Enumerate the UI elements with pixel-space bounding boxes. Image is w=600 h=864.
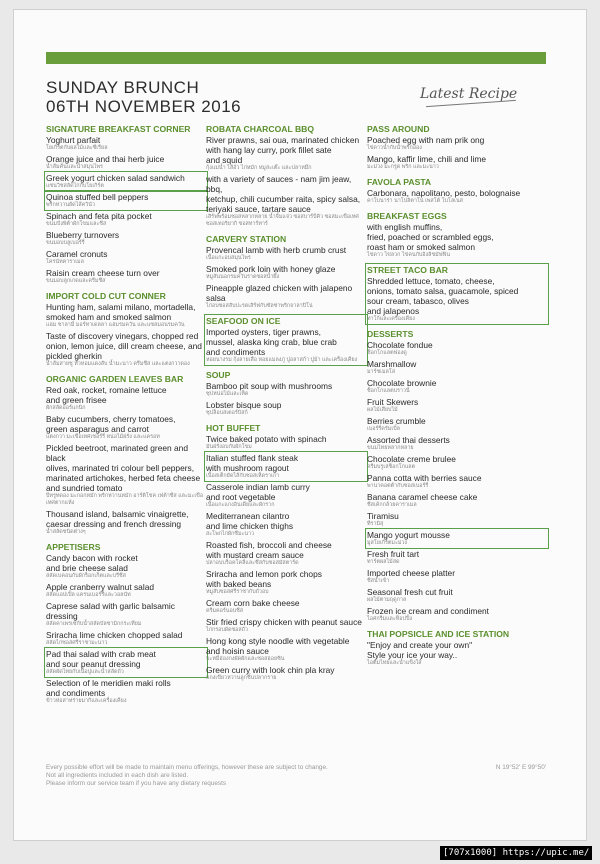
menu-item-name: Sriracha and lemon pork chops with baked beans [206,569,322,589]
menu-section [367,329,547,623]
menu-item-name: Assorted thai desserts [367,435,450,445]
menu-item [367,378,547,395]
menu-item-name: Casserole indian lamb curry and root vegetable [206,482,310,502]
menu-item [367,473,547,490]
menu-item-name: Bamboo pit soup with mushrooms [206,381,333,391]
menu-item-name: Shredded lettuce, tomato, cheese, onions, tomato salsa, guacamole, spiced sour cream, tabasco, olives and jalapenos [367,276,519,316]
menu-item-name: Panna cotta with berries sauce [367,473,482,483]
menu-item-thai: สลัดไก่ซอสศรีราชามะนาว [46,640,108,646]
menu-item-name: Taste of discovery vinegars, chopped red onion, lemon juice, dill cream cheese, and pickled gherkin [46,331,202,361]
section-heading: FAVOLA PASTA [367,177,432,187]
footer-note [46,764,546,788]
menu-item [46,553,206,580]
menu-item [46,154,206,171]
menu-item-thai: ขนมอบบลูเบอร์รี่ [46,240,85,246]
menu-item [367,359,547,376]
menu-item-name: Pineapple glazed chicken with jalapeno salsa [206,283,353,303]
section-heading: ROBATA CHARCOAL BBQ [206,124,315,134]
upic-watermark[interactable]: [707x1000] https://upic.me/ [440,846,592,860]
footer-line1: Every possible effort will be made to maintain menu offerings, however these are subject to change. [46,764,328,771]
menu-item-name: Quinoa stuffed bell peppers [46,192,149,202]
menu-item-thai: โครนัทคาราเมล [46,259,84,265]
menu-item [206,400,366,417]
menu-item-thai: หอยนางรม กุ้งลายเสือ หอยแมลงภู่ ปูอลาสก้า ปูม้า และเครื่องเคียง [206,357,358,363]
menu-item [367,492,547,509]
menu-item-thai: สลัดผัดไทยกับเนื้อปูและน้ำสลัดถั่ว [46,669,124,675]
menu-item-thai: น้ำส้มคั้นและน้ำสมุนไพร [46,164,103,170]
menu-item-name: Sriracha lime chicken chopped salad [46,630,183,640]
menu-item-name: Spinach and feta pita pocket [46,211,152,221]
menu-item-name: Twice baked potato with spinach [206,434,327,444]
menu-item [206,381,366,398]
menu-item-name: Raisin cream cheese turn over [46,268,160,278]
section-heading: SOUP [206,370,231,380]
menu-item [46,135,206,152]
menu-item [206,327,366,364]
menu-item-thai: ไอศกรีมและท็อปปิ้ง [367,616,413,622]
menu-item-name: Carbonara, napolitano, pesto, bolognaise [367,188,521,198]
menu-item [46,443,206,507]
menu-item [46,582,206,599]
latest-recipe-logo: Latest Recipe [420,86,518,102]
menu-item [46,173,206,190]
menu-item [46,230,206,247]
menu-item-name: Italian stuffed flank steak with mushroom ragout [206,453,299,473]
menu-item-name: Blueberry turnovers [46,230,120,240]
menu-item [46,414,206,441]
header-bar [46,52,546,64]
menu-item-thai: เสิร์ฟพร้อมซอสหลากหลาย น้ำจิ้มแจ่ว ซอสบาร์บีคิว ซอสมะเขือเทศ ซอสเทอริยากิ ซอสทาร์ทาร์ [206,214,359,227]
menu-item-name: Chocolate fondue [367,340,433,350]
menu-item [367,222,547,259]
menu-item [206,135,366,172]
menu-item [46,649,206,676]
menu-item [206,617,366,634]
menu-item [46,268,206,285]
menu-item-thai: ผลไม้เสียบไม้ [367,407,398,413]
menu-item [367,606,547,623]
menu-item-name: Thousand island, balsamic vinaigrette, caesar dressing and french dressing [46,509,189,529]
menu-item-name: Cream corn bake cheese [206,598,300,608]
menu-item [367,340,547,357]
menu-item [46,331,206,368]
menu-item-thai: ผักสลัดออร์แกนิก [46,405,86,411]
menu-item-thai: ข้าวห่อสาหร่ายมากิและเครื่องเคียง [46,698,127,704]
menu-item-thai: น้ำสลัดชนิดต่างๆ [46,529,86,535]
menu-item-thai: เนื้อแกะอบสมุนไพร [206,255,251,261]
coordinates: N 19°52' E 99°50' [495,764,546,771]
menu-column-1 [46,124,206,711]
menu-item-thai: ทาร์ตผลไม้สด [367,559,400,565]
menu-item [367,154,547,171]
menu-item-thai: ช็อกโกแลตบราวนี่ [367,388,410,394]
menu-item-name: Frozen ice cream and condiment [367,606,489,616]
menu-item [206,540,366,567]
menu-item-thai: น้ำส้มสายชู หัวหอมแดงสับ น้ำมะนาว ครีมชีส และแตงกวาดอง [46,361,190,367]
menu-item-name: Fruit Skewers [367,397,419,407]
menu-item-thai: ปลาอบบร็อคโคลี่และชีสกับซอสมัสตาร์ด [206,560,299,566]
section-heading: IMPORT COLD CUT CONNER [46,291,166,301]
menu-item [367,188,547,205]
menu-item-name: Marshmallow [367,359,417,369]
menu-item [206,174,366,228]
menu-item-name: Mango, kaffir lime, chili and lime [367,154,487,164]
menu-section [367,265,547,323]
menu-item-name: Imported oysters, tiger prawns, mussel, alaska king crab, blue crab and condiments [206,327,337,357]
menu-item-thai: ไก่กรอบผัดซอสถั่ว [206,627,248,633]
menu-section [206,316,366,364]
menu-item-name: Chocolate creme brulee [367,454,456,464]
menu-item-thai: ชีสนำเข้า [367,578,390,584]
menu-item-thai: สลัดคาเพรเซ่กับน้ำสลัดบัลซามิกกระเทียม [46,621,142,627]
menu-section [46,124,206,285]
menu-item [367,276,547,323]
footer-line2: Not all ingredients included in each dish are listed. [46,772,189,779]
menu-item-name: Red oak, rocket, romaine lettuce and green frisee [46,385,167,405]
menu-item [367,530,547,547]
menu-item [367,435,547,452]
menu-item-thai: สลัดเบคอนกับผักร็อกเก็ตและบรีชีส [46,573,126,579]
menu-item-thai: หมูสันนอกรมควันราดซอสน้ำผึ้ง [206,274,280,280]
menu-item [206,245,366,262]
menu-item-name: Smoked pork loin with honey glaze [206,264,336,274]
section-heading: CARVERY STATION [206,234,287,244]
menu-item-name: Baby cucumbers, cherry tomatoes, green asparagus and carrot [46,414,176,434]
menu-item-thai: ขนมปังพิต้าผักโขมและชีส [46,221,107,227]
menu-item [46,509,206,536]
menu-column-3 [367,124,547,673]
menu-item-name: Greek yogurt chicken salad sandwich [46,173,185,183]
menu-item [206,453,366,480]
menu-item [367,511,547,528]
menu-item-thai: ครีมคอร์นอบชีส [206,608,244,614]
menu-item-name: Hunting ham, salami milano, mortadella, smoked ham and smoked salmon [46,302,196,322]
menu-item-name: Mediterranean cilantro and lime chicken thighs [206,511,294,531]
menu-item-thai: ไก่อบซอสสับปะรดเสิร์ฟกับซัลซ่าพริกจาลาปิโน่ [206,303,313,309]
menu-item [206,665,366,682]
menu-item [367,587,547,604]
menu-item-name: Candy bacon with rocket and brie cheese salad [46,553,138,573]
menu-item [46,385,206,412]
section-heading: BREAKFAST EGGS [367,211,447,221]
menu-section [46,542,206,705]
menu-item-name: Roasted fish, broccoli and cheese with mustard cream sauce [206,540,332,560]
menu-item-thai: หมูสับซอสศรีราชากับถั่วอบ [206,589,269,595]
menu-item-thai: ทีรามิสุ [367,521,384,527]
menu-item-name: "Enjoy and create your own" Style your ice your way.. [367,640,473,660]
section-heading: SIGNATURE BREAKFAST CORNER [46,124,191,134]
menu-item-name: Imported cheese platter [367,568,455,578]
menu-item-name: Mango yogurt mousse [367,530,450,540]
menu-section [367,177,547,205]
menu-item-name: Caprese salad with garlic balsamic dressing [46,601,175,621]
menu-item-name: with a variety of sauces - nam jim jeaw, bbq, ketchup, chili cucumber raita, spicy salsa, teriyaki sauce, tartare sauce [206,174,361,214]
menu-item [46,678,206,705]
menu-item-name: Hong kong style noodle with vegetable and hoisin sauce [206,636,350,656]
menu-item [46,630,206,647]
menu-item-thai: แฮม ซาลามี่ มอร์ทาเดลลา แฮมรมควัน และแซลมอนรมควัน [46,322,185,328]
menu-item [367,568,547,585]
menu-item-name: Caramel cronuts [46,249,108,259]
menu-item-thai: กุ้งแม่น้ำ ไส้อั่ว ไก่หมัก หมูสะเต๊ะ และปลาหมึก [206,165,312,171]
menu-item [206,511,366,538]
menu-item [367,454,547,471]
menu-item [46,601,206,628]
menu-item-name: Pad thai salad with crab meat and sour peanut dressing [46,649,156,669]
menu-item [206,598,366,615]
menu-item-thai: บะหมี่ฮ่องกงผัดผักและซอสฮอยซิน [206,656,285,662]
menu-item-name: Pickled beetroot, marinated green and black olives, marinated tri colour bell peppers, marinated artichokes, herbed feta cheese and sundried tomato [46,443,201,493]
menu-section [367,629,547,667]
menu-item-thai: พานาคอตต้ากับซอสเบอร์รี่ [367,483,429,489]
menu-item-thai: ชีสเค้กกล้วยคาราเมล [367,502,417,508]
menu-item [367,416,547,433]
menu-section [206,370,366,417]
menu-item-name: Poached egg with nam prik ong [367,135,485,145]
menu-item [367,397,547,414]
menu-item-name: Fresh fruit tart [367,549,420,559]
section-heading: ORGANIC GARDEN LEAVES BAR [46,374,184,384]
menu-item-name: Lobster bisque soup [206,400,282,410]
menu-item-name: Apple cranberry walnut salad [46,582,155,592]
menu-item-thai: ไอติมไทยและน้ำแข็งใส [367,660,422,666]
section-heading: STREET TACO BAR [367,265,449,275]
menu-item-thai: ซุปล็อบสเตอร์บิสก์ [206,410,248,416]
menu-section [206,423,366,682]
menu-item-thai: เนื้อสเต็กยัดไส้กับซอสเห็ดราเกา [206,473,280,479]
menu-item-name: with english muffins, fried, poached or scrambled eggs, roast ham or smoked salmon [367,222,494,252]
menu-item-name: Chocolate brownie [367,378,437,388]
menu-item-name: Orange juice and thai herb juice [46,154,165,164]
menu-item-thai: ขนมอบลูกเกดและครีมชีส [46,278,106,284]
section-heading: THAI POPSICLE AND ICE STATION [367,629,510,639]
menu-section [46,374,206,536]
menu-section [206,234,366,310]
menu-item-thai: แตงกวา มะเขือเทศเชอร์รี่ หน่อไม้ฝรั่ง และแครอท [46,434,160,440]
section-heading: DESSERTS [367,329,414,339]
menu-item-thai: คาโบนาร่า นาโปลิตาโน่ เพสโต้ โบโลเนส [367,198,463,204]
menu-item-thai: มันฝรั่งอบกับผักโขม [206,444,252,450]
menu-section [206,124,366,228]
menu-section [46,291,206,368]
menu-item-name: River prawns, sai oua, marinated chicken with hang lay curry, pork fillet sate and squid [206,135,360,165]
menu-item-name: Seasonal fresh cut fruit [367,587,453,597]
menu-item-thai: แซนวิชสลัดไก่กับโยเกิร์ต [46,183,104,189]
title-line2: 06TH NOVEMBER 2016 [46,97,242,116]
menu-section [367,211,547,259]
menu-item-thai: พริกหวานยัดไส้ควินัว [46,202,96,208]
menu-item-thai: ไข่ดาวน้ำกับน้ำพริกอ่อง [367,145,422,151]
menu-item-thai: ขนมไทยหลากหลาย [367,445,414,451]
menu-item-thai: เบอร์รี่ครัมเบิ้ล [367,426,400,432]
menu-item-name: Stir fried crispy chicken with peanut sauce [206,617,362,627]
section-heading: APPETISERS [46,542,101,552]
menu-item [367,135,547,152]
menu-item-name: Berries crumble [367,416,426,426]
menu-item-name: Banana caramel cheese cake [367,492,478,502]
menu-item-thai: มะม่วง มะกรูด พริก และมะนาว [367,164,439,170]
menu-item [206,264,366,281]
section-heading: PASS AROUND [367,124,430,134]
menu-item [206,283,366,310]
section-heading: HOT BUFFET [206,423,261,433]
menu-item [46,302,206,329]
menu-item-thai: มูสโยเกิร์ตมะม่วง [367,540,408,546]
menu-item [206,636,366,663]
menu-item-thai: เนื้อแกะแกงอินเดียและผักราก [206,502,275,508]
footer-line3: Please inform our service team if you have any dietary requests [46,780,227,787]
menu-item-thai: ช็อกโกแลตฟองดู [367,350,407,356]
menu-item-name: Green curry with look chin pla kray [206,665,335,675]
page-title [46,78,241,116]
menu-item [206,482,366,509]
menu-item [367,640,547,667]
menu-item [206,434,366,451]
menu-item-name: Provencal lamb with herb crumb crust [206,245,347,255]
menu-item-thai: ซุปหน่อไม้และเห็ด [206,391,249,397]
menu-item-thai: สลัดแอปเปิ้ล แครนเบอร์รี่และวอลนัท [46,592,131,598]
section-heading: SEAFOOD ON ICE [206,316,281,326]
menu-item [206,569,366,596]
menu-item [46,211,206,228]
menu-item-thai: แกงเขียวหวานลูกชิ้นปลากราย [206,675,277,681]
menu-item-thai: มาร์ชเมลโล่ [367,369,396,375]
menu-section [367,124,547,171]
menu-item-thai: บีทรูทดอง มะกอกหมัก พริกหวานหมัก อาร์ติโชค เฟต้าชีส และมะเขือเทศตากแห้ง [46,493,204,506]
menu-item-thai: โยเกิร์ตกับผลไม้และซีเรียล [46,145,108,151]
menu-item [46,192,206,209]
menu-item-thai: ทาโก้และเครื่องเคียง [367,316,415,322]
menu-item-thai: ผลไม้ตามฤดูกาล [367,597,407,603]
menu-item [367,549,547,566]
menu-item-thai: ครีมบรูเล่ช็อกโกแลต [367,464,416,470]
menu-item-thai: สะโพกไก่ผักชีมะนาว [206,531,255,537]
menu-item-name: Yoghurt parfait [46,135,101,145]
menu-item-thai: ไข่ดาว ไข่ลวก ไข่คนกับอิงลิชมัฟฟิน [367,252,451,258]
menu-item-name: Tiramisu [367,511,399,521]
menu-item [46,249,206,266]
title-line1: SUNDAY BRUNCH [46,78,200,97]
menu-column-2 [206,124,366,688]
menu-item-name: Selection of le meridien maki rolls and condiments [46,678,171,698]
